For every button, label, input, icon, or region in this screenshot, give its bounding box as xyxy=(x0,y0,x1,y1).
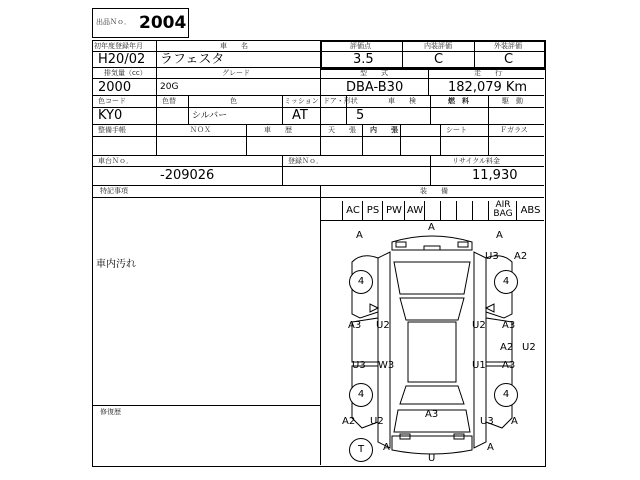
mark-a-rear-right: A xyxy=(511,416,518,427)
mark-a3-rear-center: A3 xyxy=(425,409,439,420)
wheel-front-left: 4 xyxy=(349,270,373,294)
mark-a3-left-mid: A3 xyxy=(348,320,362,331)
nox-label: ＮＯＸ xyxy=(190,126,211,134)
mark-a3-right-mid: A3 xyxy=(502,320,516,331)
mark-u3-front-right: U3 xyxy=(485,251,499,262)
mark-a-front-left: A xyxy=(356,230,363,241)
inner-lining-label: 内 張 xyxy=(370,126,398,134)
maintenance-book-label: 整備手帳 xyxy=(98,126,126,134)
roof-label: 天 張 xyxy=(328,126,356,134)
doors-value: 5 xyxy=(356,108,365,123)
mileage-label: 走 行 xyxy=(474,69,502,77)
lot-number-box xyxy=(92,8,189,38)
color-code-value: KY0 xyxy=(98,108,123,123)
airbag-line2: BAG xyxy=(493,209,513,219)
mark-u3-left-lower: U3 xyxy=(352,360,366,371)
name-label: 車 名 xyxy=(220,42,248,50)
name-value: ラフェスタ xyxy=(160,52,225,67)
cc-label: 排気量（cc） xyxy=(104,69,147,77)
grade-value: 20G xyxy=(160,82,179,92)
seat-label: シート xyxy=(446,126,467,134)
mark-u2-left-mid: U2 xyxy=(376,320,390,331)
mission-label: ミッション xyxy=(284,97,319,105)
wheel-rear-left: 4 xyxy=(349,383,373,407)
doors-label: ドア・形状 xyxy=(323,97,358,105)
mileage-value: 182,079 Km xyxy=(448,80,528,95)
lot-label: 出品Ｎｏ． xyxy=(96,18,131,26)
recycle-label: リサイクル料金 xyxy=(452,157,501,165)
color-label: 色 xyxy=(230,97,237,105)
equip-ac: AC xyxy=(342,201,363,220)
exterior-label: 外装評価 xyxy=(494,42,522,50)
mark-a3-right-lower: A3 xyxy=(502,360,516,371)
mark-a2-front-right: A2 xyxy=(514,251,528,262)
equip-airbag xyxy=(488,201,517,220)
wheel-rear-right: 4 xyxy=(494,383,518,407)
mark-a-rear-right2: A xyxy=(487,442,494,453)
year-value: H20/02 xyxy=(98,52,146,67)
mark-a-rear-left2: A xyxy=(383,442,390,453)
airbag-line1: AIR xyxy=(495,200,511,210)
repair-history-label: 修復歴 xyxy=(100,408,121,416)
mark-u2-right-lower: U2 xyxy=(522,342,536,353)
mark-u2-right-mid: U2 xyxy=(472,320,486,331)
fuel-label: 燃 料 xyxy=(448,97,469,105)
mark-a-front-right: A xyxy=(496,230,503,241)
mark-a2-right-lower: A2 xyxy=(500,342,514,353)
equip-abs: ABS xyxy=(516,201,544,220)
score-value: 3.5 xyxy=(353,52,374,67)
remarks-label: 特記事項 xyxy=(100,187,128,195)
remarks-text: 車内汚れ xyxy=(96,259,136,270)
wheel-front-right: 4 xyxy=(494,270,518,294)
chassis-label: 車台Ｎｏ． xyxy=(98,157,133,165)
mark-u3-rear-right: U3 xyxy=(480,416,494,427)
mark-u2-rear-left: U2 xyxy=(370,416,384,427)
inspection-label: 車 検 xyxy=(388,97,416,105)
interior-value: C xyxy=(434,52,444,67)
lot-number: 2004 xyxy=(139,13,187,33)
cc-value: 2000 xyxy=(98,80,132,95)
interior-label: 内装評価 xyxy=(424,42,452,50)
equip-pw: PW xyxy=(382,201,405,220)
color-value: シルバー xyxy=(192,111,228,121)
score-label: 評価点 xyxy=(350,42,371,50)
drive-label: 駆 動 xyxy=(502,97,523,105)
equip-ps: PS xyxy=(362,201,383,220)
glass-label: Ｆガラス xyxy=(500,126,528,134)
chassis-value: -209026 xyxy=(160,168,215,183)
spare-tire: T xyxy=(349,438,373,462)
grade-label: グレード xyxy=(222,69,250,77)
model-value: DBA-B30 xyxy=(346,80,404,95)
mark-u-rear-bottom: U xyxy=(428,453,436,464)
exterior-value: C xyxy=(504,52,514,67)
model-label: 型 式 xyxy=(360,69,388,77)
mission-value: AT xyxy=(292,108,308,123)
history-label: 車 歴 xyxy=(264,126,292,134)
equipment-label: 装 備 xyxy=(420,187,448,195)
mark-a-front-center: A xyxy=(428,222,435,233)
recycle-value: 11,930 xyxy=(472,168,518,183)
year-label: 初年度登録年月 xyxy=(94,42,143,50)
color-code-label: 色コード xyxy=(98,97,126,105)
mark-a2-rear-left: A2 xyxy=(342,416,356,427)
equip-aw: AW xyxy=(404,201,425,220)
registration-label: 登録Ｎｏ． xyxy=(288,157,323,165)
mark-w3-left-lower: W3 xyxy=(378,360,395,371)
color-change-label: 色替 xyxy=(162,97,176,105)
mark-u1-right-lower: U1 xyxy=(472,360,486,371)
